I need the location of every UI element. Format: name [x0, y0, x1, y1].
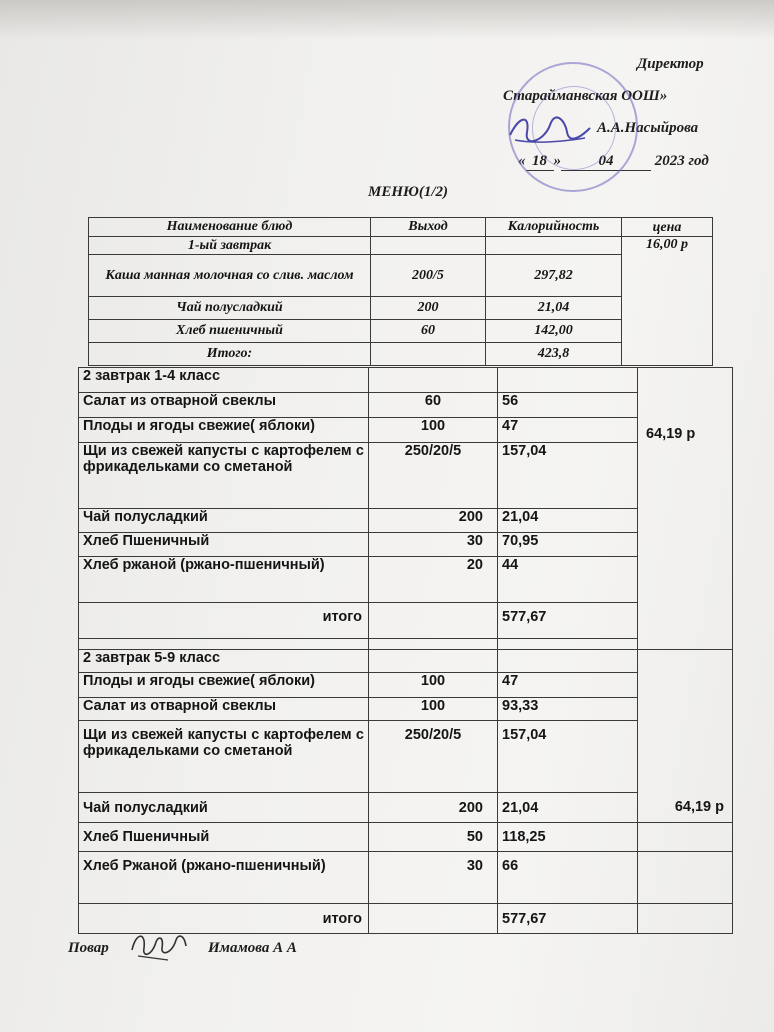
- total-label: итого: [79, 904, 369, 934]
- dish-name: Хлеб Пшеничный: [79, 533, 369, 557]
- approval-school: Старайманвская ООШ»: [503, 88, 668, 104]
- dish-cal: 56: [498, 393, 638, 418]
- date-year: 2023 год: [654, 153, 709, 169]
- table-row: [79, 852, 733, 904]
- section-title: 1-ый завтрак: [89, 237, 371, 255]
- dish-cal: 118,25: [498, 823, 638, 852]
- dish-out: 30: [369, 533, 498, 557]
- dish-out: 200/5: [371, 255, 486, 297]
- dish-name: Щи из свежей капусты с картофелем с фрикадельками со сметаной: [79, 443, 369, 509]
- dish-name: Плоды и ягоды свежие( яблоки): [79, 673, 369, 698]
- table-row: [79, 393, 733, 418]
- dish-out: 100: [369, 418, 498, 443]
- section-row: [79, 368, 733, 393]
- dish-out: 60: [371, 320, 486, 343]
- col-header-out: Выход: [371, 218, 486, 237]
- dish-cal: 21,04: [486, 297, 622, 320]
- breakfast2-table: [78, 367, 733, 934]
- approval-director-name: А.А.Насыйрова: [597, 120, 699, 136]
- dish-out: 200: [371, 297, 486, 320]
- dish-cal: 157,04: [498, 721, 638, 793]
- table-row: [79, 793, 733, 823]
- section-price: 64,19 р: [638, 793, 733, 823]
- table-row: [79, 673, 733, 698]
- breakfast1-table: [88, 217, 713, 366]
- dish-cal: 47: [498, 673, 638, 698]
- dish-name: Хлеб ржаной (ржано-пшеничный): [79, 557, 369, 603]
- total-row: [79, 603, 733, 639]
- table-row: [89, 320, 713, 343]
- dish-name: Плоды и ягоды свежие( яблоки): [79, 418, 369, 443]
- section-row: [79, 650, 733, 673]
- total-row: [89, 343, 713, 366]
- dish-name: Чай полусладкий: [79, 509, 369, 533]
- table-row: [79, 443, 733, 509]
- dish-out: 60: [369, 393, 498, 418]
- cook-role: Повар: [68, 940, 109, 956]
- dish-name: Чай полусладкий: [89, 297, 371, 320]
- dish-name: Хлеб Ржаной (ржано-пшеничный): [79, 852, 369, 904]
- total-value: 577,67: [498, 603, 638, 639]
- dish-cal: 70,95: [498, 533, 638, 557]
- dish-cal: 44: [498, 557, 638, 603]
- col-header-price: цена: [622, 218, 713, 237]
- dish-cal: 93,33: [498, 698, 638, 721]
- table-row: [89, 297, 713, 320]
- dish-cal: 66: [498, 852, 638, 904]
- table-row: [79, 698, 733, 721]
- table-row: [79, 721, 733, 793]
- cook-signature-icon: [128, 928, 190, 962]
- dish-out: 100: [369, 698, 498, 721]
- dish-name: Чай полусладкий: [79, 793, 369, 823]
- total-label: итого: [79, 603, 369, 639]
- dish-cal: 157,04: [498, 443, 638, 509]
- col-header-cal: Калорийность: [486, 218, 622, 237]
- table-row: [79, 509, 733, 533]
- dish-out: 200: [369, 509, 498, 533]
- section-price: 16,00 р: [622, 237, 713, 366]
- dish-out: 100: [369, 673, 498, 698]
- director-signature-icon: [505, 110, 595, 150]
- dish-cal: 21,04: [498, 793, 638, 823]
- dish-cal: 21,04: [498, 509, 638, 533]
- section-title: 2 завтрак 1-4 класс: [79, 368, 369, 393]
- dish-name: Хлеб пшеничный: [89, 320, 371, 343]
- table-row: [79, 557, 733, 603]
- table-header-row: [89, 218, 713, 237]
- page-shadow: [0, 0, 774, 40]
- table-row: [79, 418, 733, 443]
- dish-out: 250/20/5: [369, 721, 498, 793]
- cook-name: Имамова А А: [208, 940, 297, 956]
- table-row: [79, 823, 733, 852]
- date-day: 18: [526, 153, 554, 171]
- total-label: Итого:: [89, 343, 371, 366]
- dish-cal: 47: [498, 418, 638, 443]
- approval-role: Директор: [637, 56, 704, 72]
- table-row: [79, 533, 733, 557]
- date-open-quote: «: [518, 153, 526, 169]
- page-title: МЕНЮ(1/2): [368, 184, 449, 200]
- section-row: [89, 237, 713, 255]
- dish-out: 30: [369, 852, 498, 904]
- dish-out: 50: [369, 823, 498, 852]
- dish-name: Хлеб Пшеничный: [79, 823, 369, 852]
- dish-out: 200: [369, 793, 498, 823]
- total-value: 423,8: [486, 343, 622, 366]
- date-month: 04: [561, 153, 651, 171]
- spacer-row: [79, 639, 733, 650]
- dish-name: Щи из свежей капусты с картофелем с фрикадельками со сметаной: [79, 721, 369, 793]
- dish-out: 250/20/5: [369, 443, 498, 509]
- dish-name: Каша манная молочная со слив. маслом: [89, 255, 371, 297]
- dish-name: Салат из отварной свеклы: [79, 393, 369, 418]
- dish-cal: 297,82: [486, 255, 622, 297]
- total-value: 577,67: [498, 904, 638, 934]
- section-title: 2 завтрак 5-9 класс: [79, 650, 369, 673]
- table-row: [89, 255, 713, 297]
- dish-name: Салат из отварной свеклы: [79, 698, 369, 721]
- dish-cal: 142,00: [486, 320, 622, 343]
- col-header-name: Наименование блюд: [89, 218, 371, 237]
- dish-out: 20: [369, 557, 498, 603]
- section-price: 64,19 р: [638, 368, 733, 650]
- date-close-quote: »: [553, 153, 561, 169]
